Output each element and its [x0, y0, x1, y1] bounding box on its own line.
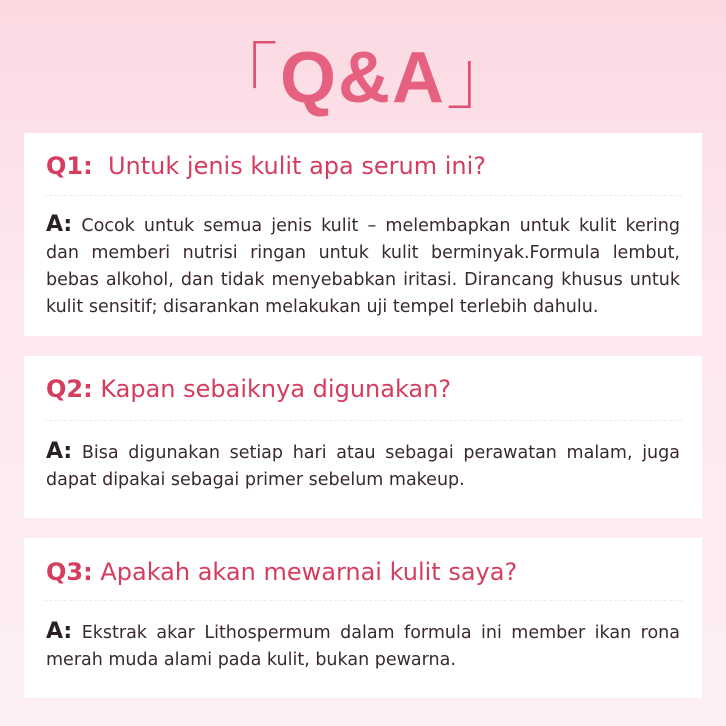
faq-card-1	[24, 133, 702, 336]
answer-3	[46, 618, 680, 674]
question-3	[46, 558, 517, 586]
question-2	[46, 375, 451, 403]
answer-2	[46, 438, 680, 494]
question-1	[46, 152, 486, 180]
answer-1	[46, 211, 680, 321]
answer-text: Cocok untuk semua jenis kulit – melembapkan untuk kulit kering dan memberi nutrisi ringan untuk kulit berminyak.Formula lembut, bebas alkohol, dan tidak menyebabkan iritasi. Dirancang khusus untuk kulit sensitif; disarankan melakukan uji tempel terlebih dahulu.	[46, 216, 680, 317]
question-label: Q2:	[46, 375, 93, 403]
faq-card-3	[24, 538, 702, 698]
divider	[44, 195, 682, 196]
question-label: Q1:	[46, 152, 93, 180]
answer-text: Ekstrak akar Lithospermum dalam formula ini member ikan rona merah muda alami pada kulit, bukan pewarna.	[46, 623, 680, 670]
question-text: Untuk jenis kulit apa serum ini?	[107, 152, 487, 180]
title-bracket-left: 「	[205, 38, 280, 118]
question-label: Q3:	[46, 558, 93, 586]
question-text: Kapan sebaiknya digunakan?	[100, 375, 452, 403]
answer-label: A:	[46, 439, 73, 464]
answer-label: A:	[46, 619, 73, 644]
divider	[44, 420, 682, 421]
answer-label: A:	[46, 212, 73, 237]
answer-text: Bisa digunakan setiap hari atau sebagai perawatan malam, juga dapat dipakai sebagai primer sebelum makeup.	[46, 443, 680, 490]
title-text: Q&A	[280, 38, 446, 118]
faq-card-2	[24, 356, 702, 518]
question-text: Apakah akan mewarnai kulit saya?	[100, 558, 518, 586]
page-title	[0, 36, 726, 120]
title-bracket-right: 」	[446, 38, 521, 118]
divider	[44, 600, 682, 601]
